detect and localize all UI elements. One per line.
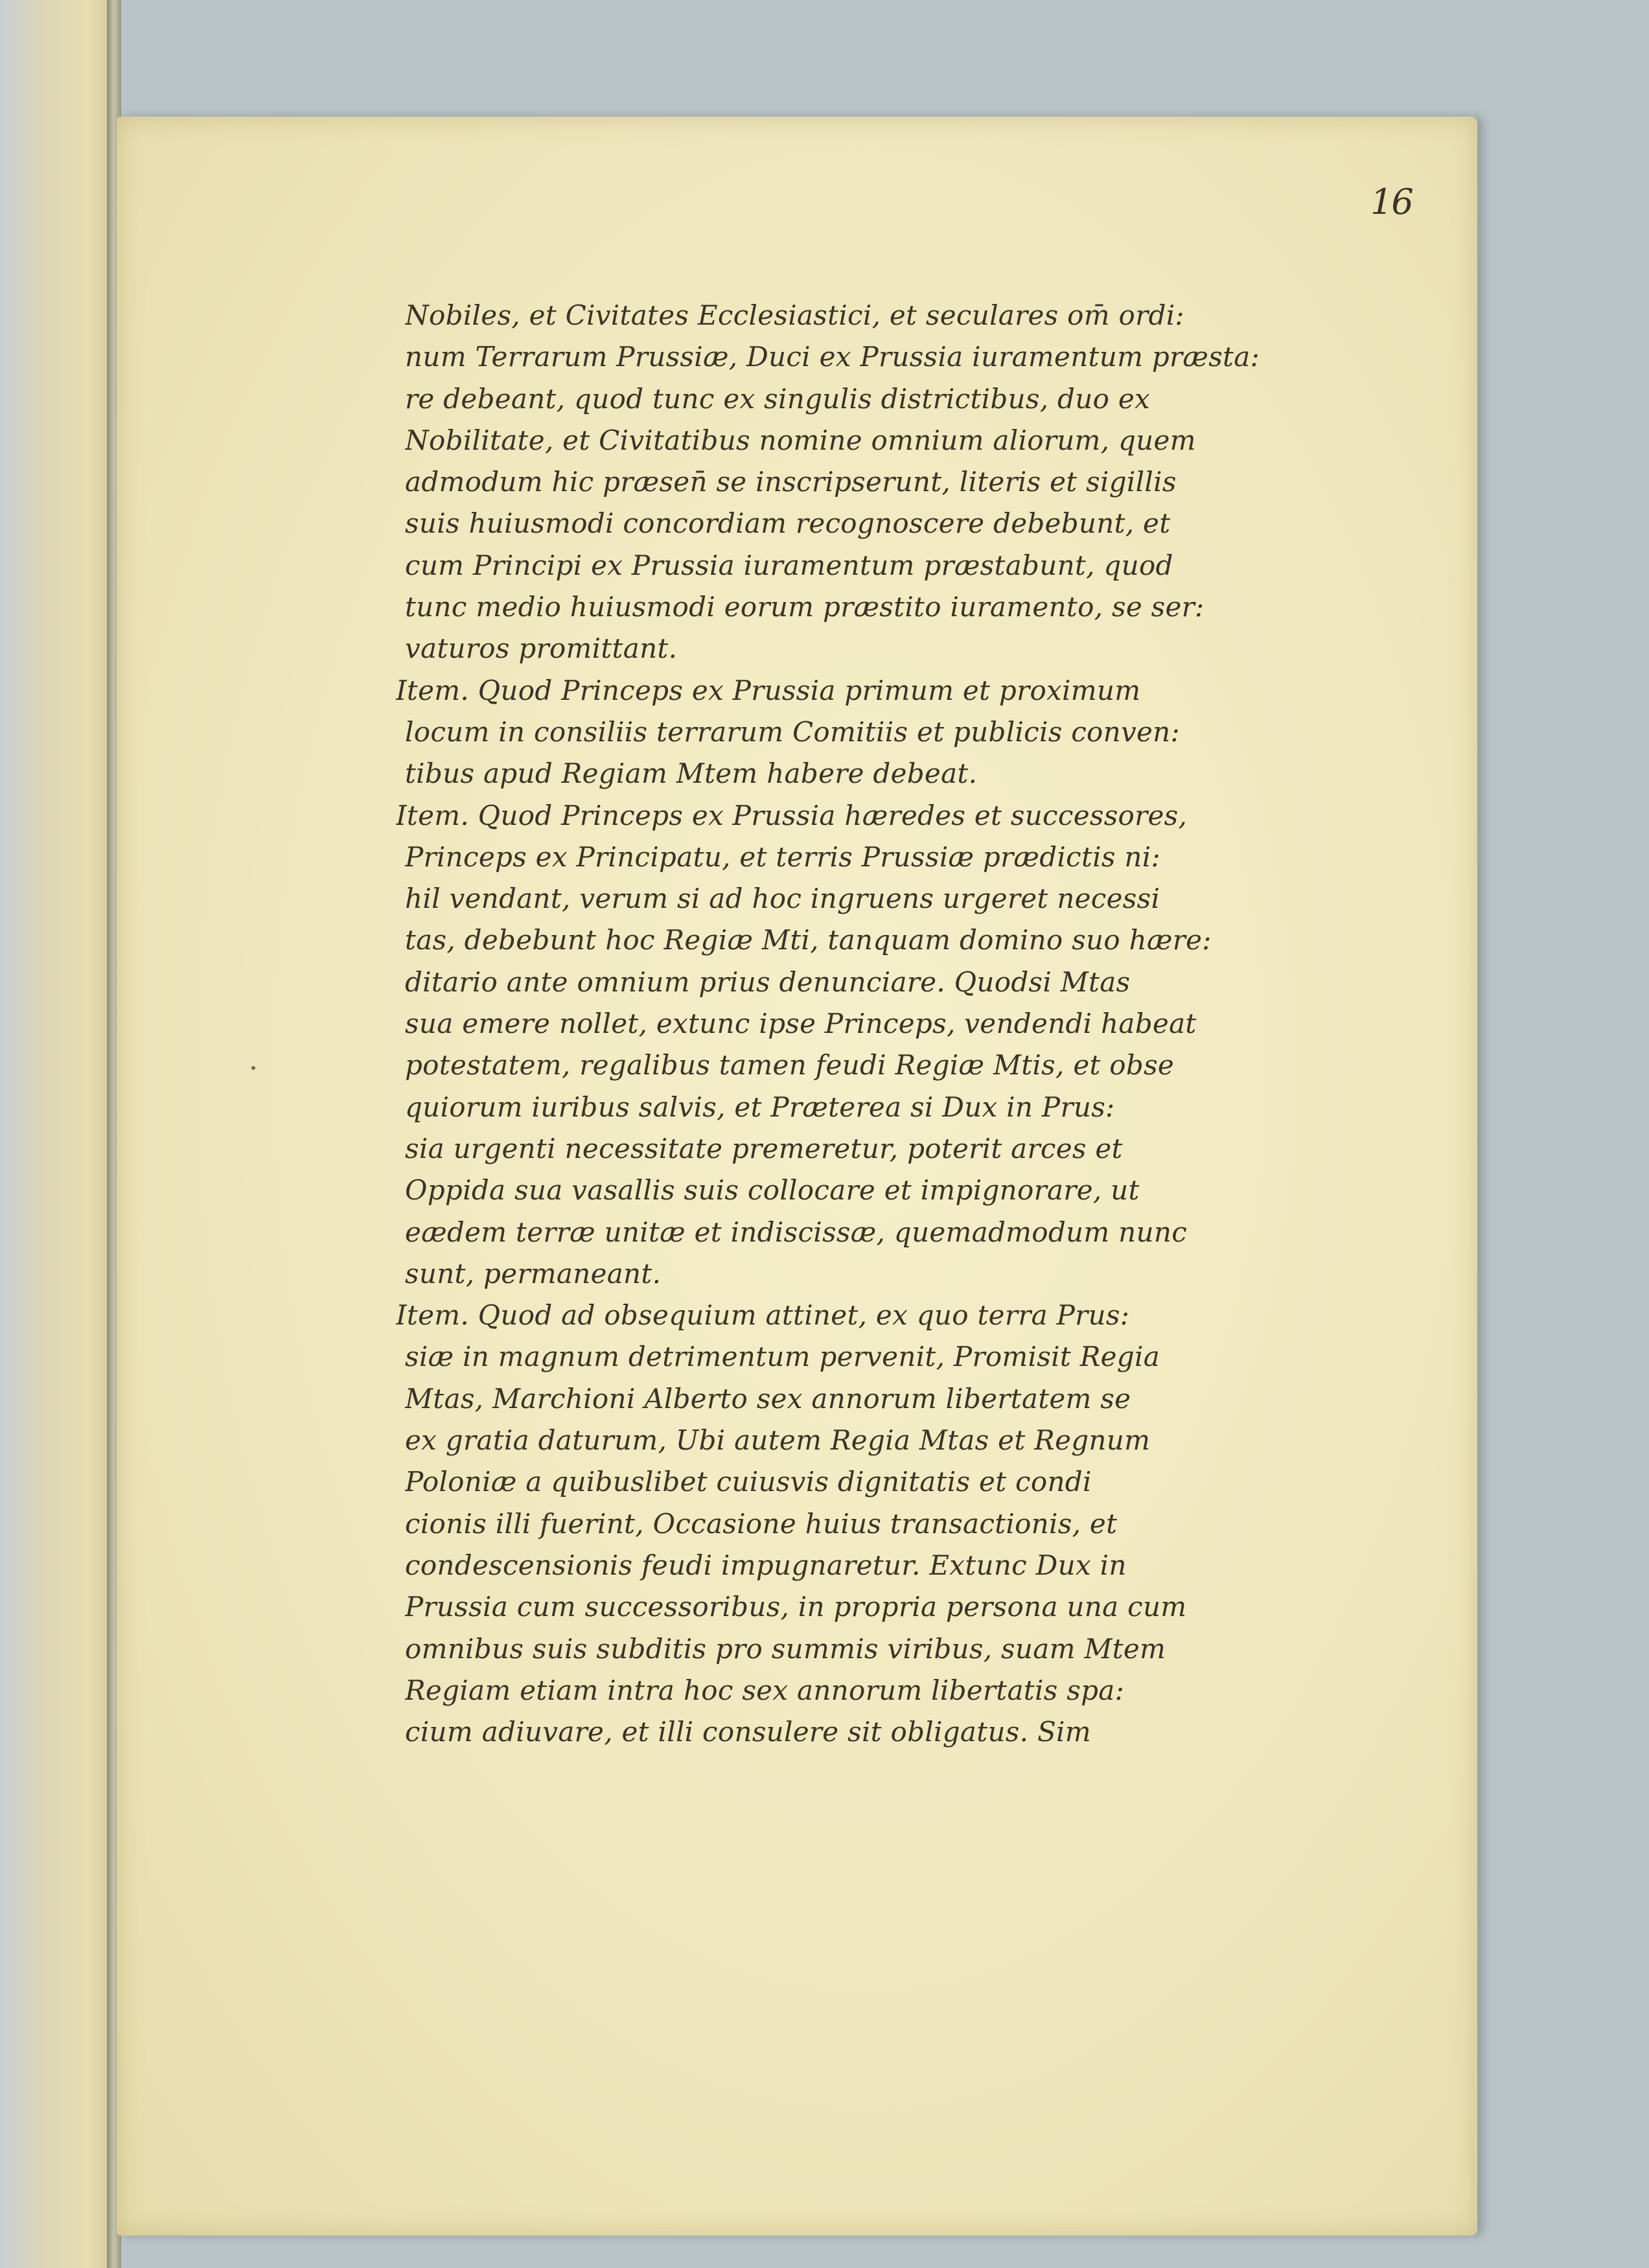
facing-page-edge xyxy=(0,0,110,2268)
text-line: Oppida sua vasallis suis collocare et impignorare, ut xyxy=(405,1174,1140,1207)
text-line: Regiam etiam intra hoc sex annorum libertatis spa: xyxy=(405,1674,1125,1706)
text-line: quiorum iuribus salvis, et Præterea si Dux in Prus: xyxy=(405,1091,1115,1123)
text-line: Princeps ex Principatu, et terris Prussiæ prædictis ni: xyxy=(405,840,1160,873)
text-line: cum Principi ex Prussia iuramentum præstabunt, quod xyxy=(405,549,1173,581)
text-line: num Terrarum Prussiæ, Duci ex Prussia iuramentum præsta: xyxy=(405,341,1260,373)
text-line: sua emere nollet, extunc ipse Princeps, vendendi habeat xyxy=(405,1008,1197,1040)
text-line: Nobilitate, et Civitatibus nomine omnium aliorum, quem xyxy=(405,424,1196,456)
text-line: Item. Quod Princeps ex Prussia primum et proximum xyxy=(396,674,1141,706)
text-line: Item. Quod ad obsequium attinet, ex quo terra Prus: xyxy=(396,1299,1130,1332)
text-line: eædem terræ unitæ et indiscissæ, quemadmodum nunc xyxy=(405,1216,1188,1248)
text-line: Poloniæ a quibuslibet cuiusvis dignitatis et condi xyxy=(405,1466,1092,1498)
text-line: cionis illi fuerint, Occasione huius transactionis, et xyxy=(405,1507,1118,1540)
text-line: tibus apud Regiam Mtem habere debeat. xyxy=(405,758,978,790)
manuscript-text xyxy=(396,295,1260,1753)
text-line: cium adiuvare, et illi consulere sit obligatus. Sim xyxy=(405,1716,1091,1748)
text-line: re debeant, quod tunc ex singulis districtibus, duo ex xyxy=(405,382,1150,415)
text-line: Mtas, Marchioni Alberto sex annorum libertatem se xyxy=(405,1382,1131,1415)
text-line: tunc medio huiusmodi eorum præstito iuramento, se ser: xyxy=(405,591,1205,623)
text-line: siæ in magnum detrimentum pervenit, Promisit Regia xyxy=(405,1341,1160,1373)
text-line: ex gratia daturum, Ubi autem Regia Mtas et Regnum xyxy=(405,1424,1151,1457)
text-line: tas, debebunt hoc Regiæ Mti, tanquam domino suo hære: xyxy=(405,924,1212,956)
text-line: potestatem, regalibus tamen feudi Regiæ Mtis, et obse xyxy=(405,1049,1175,1082)
text-line: omnibus suis subditis pro summis viribus, suam Mtem xyxy=(405,1632,1166,1665)
ink-spot xyxy=(251,1066,255,1070)
text-line: condescensionis feudi impugnaretur. Extunc Dux in xyxy=(405,1549,1127,1581)
text-line: suis huiusmodi concordiam recognoscere debebunt, et xyxy=(405,507,1171,540)
text-line: ditario ante omnium prius denunciare. Quodsi Mtas xyxy=(405,966,1131,998)
text-line: vaturos promittant. xyxy=(405,632,678,665)
text-line: admodum hic præsen̄ se inscripserunt, literis et sigillis xyxy=(405,466,1177,498)
text-line: Prussia cum successoribus, in propria persona una cum xyxy=(405,1591,1187,1623)
text-line: sunt, permaneant. xyxy=(405,1257,662,1290)
text-line: Item. Quod Princeps ex Prussia hæredes et successores, xyxy=(396,799,1188,831)
text-line: sia urgenti necessitate premeretur, poterit arces et xyxy=(405,1132,1123,1164)
page-number: 16 xyxy=(1370,181,1413,222)
text-line: Nobiles, et Civitates Ecclesiastici, et seculares om̄ ordi: xyxy=(405,299,1184,331)
text-line: hil vendant, verum si ad hoc ingruens urgeret necessi xyxy=(405,883,1160,915)
text-line: locum in consiliis terrarum Comitiis et publicis conven: xyxy=(405,715,1180,748)
